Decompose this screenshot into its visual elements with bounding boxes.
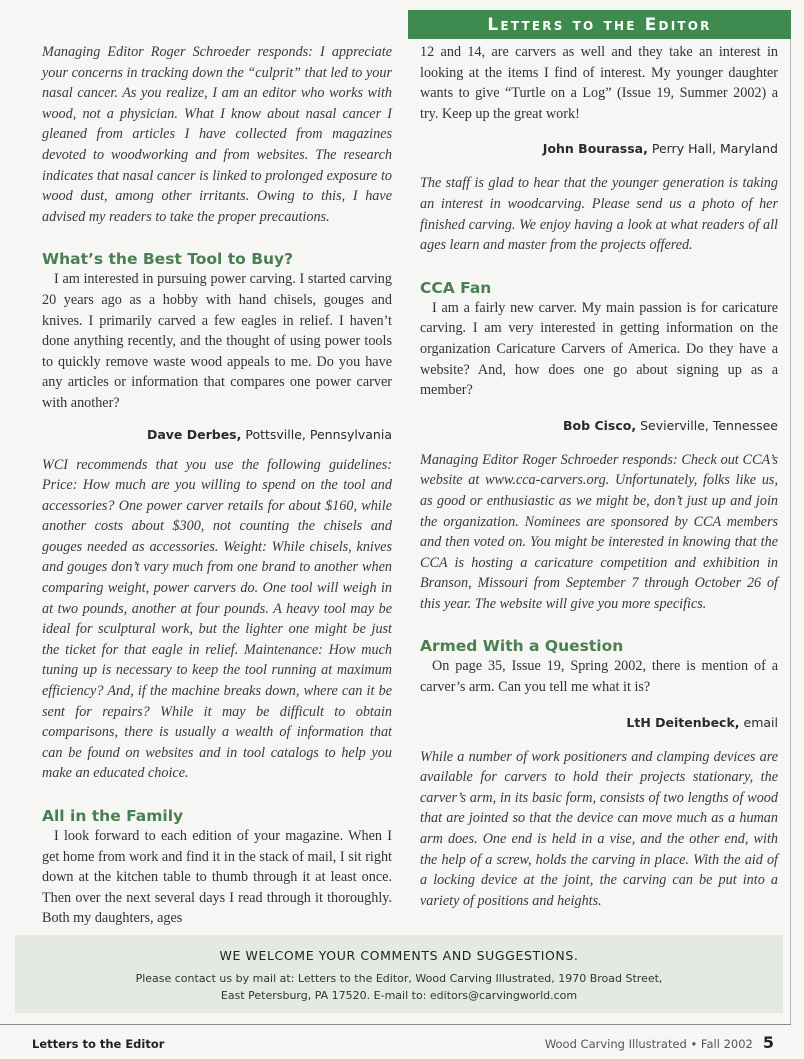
letter-body: I am a fairly new carver. My main passion is for caricature carving. I am very interested in getting information on the organization Caricature Carvers of America. Do they have a website? And, how does one go about signing up as a member?: [420, 299, 778, 399]
contact-text: [15, 970, 783, 1004]
letter-heading: All in the Family: [42, 807, 184, 825]
column-rule: [790, 39, 791, 1025]
letter-body: I look forward to each edition of your magazine. When I get home from work and find it in the stack of mail, I sit right down at the kitchen table to thumb through it at least once. Then over the next several days I read through it thoroughly. Both my daughters, ages: [42, 828, 392, 927]
footer-divider: [0, 1024, 791, 1025]
editor-reply: While a number of work positioners and clamping devices are available for carvers to hold their projects stationary, the carver’s arm, in its basic form, consists of two lengths of wood that are jointed so that the device can move much as a human arm does. One end is held in a vise, and the other end, with the help of a screw, holds the carving in place. With the aid of a locking device at the joint, the carving can be put into a variety of positions and heights.: [420, 748, 778, 909]
right-column: [420, 42, 778, 911]
letter-all-in-family: [42, 806, 392, 929]
letter-armed-question: [420, 636, 778, 911]
left-column: [42, 42, 392, 929]
letter-signature: [42, 427, 392, 442]
signature-location: email: [743, 714, 778, 730]
signature-location: Sevierville, Tennessee: [640, 417, 778, 433]
signature-name: John Bourassa,: [542, 141, 648, 157]
letter-all-in-family-continued: [420, 42, 778, 256]
letter-heading: CCA Fan: [420, 278, 492, 297]
letter-body: On page 35, Issue 19, Spring 2002, there is mention of a carver’s arm. Can you tell me what it is?: [420, 658, 778, 696]
signature-name: Bob Cisco,: [563, 417, 637, 433]
letter-signature: [420, 418, 778, 433]
editor-reply: WCI recommends that you use the following guidelines: Price: How much are you willing to spend on the tool and accessories? One power carver retails for about $160, while another costs about $300, not counting the chisels and gouges needed as accessories. Weight: While chisels, knives and gouges don’t vary much from one brand to another when comparing weight, power carvers do. One tool will weigh in at two pounds, another at four pounds. A heavy tool may be ideal for sculptural work, but the lighter one might be just the ticket for that eagle in relief. Maintenance: How much tuning up is necessary to keep the tool running at maximum efficiency? And, if the machine breaks down, where can it be sent for repairs? While it may be difficult to obtain comparisons, there is usually a wealth of information that can be found on websites and in tool catalogs to help you make an educated choice.: [42, 456, 392, 782]
signature-name: Dave Derbes,: [146, 426, 242, 442]
section-banner-title: Letters to the Editor: [487, 14, 712, 35]
editor-reply: Managing Editor Roger Schroeder responds: Check out CCA’s website at www.cca-carvers.org. Unfortunately, folks like us, as good or enthusiastic as we might be, don’t just up and join the organization. Nominees are sponsored by CCA members and then voted on. You might be interested in knowing that the CCA is hosting a caricature competition and exhibition in Branson, Missouri from September 7 through October 26 of this year. The website will give you more specifics.: [420, 451, 778, 612]
folio-magazine-issue: Wood Carving Illustrated • Fall 2002: [544, 1037, 753, 1051]
letter-body: I am interested in pursuing power carving. I started carving 20 years ago as a hobby with hand chisels, gouges and knives. I primarily carved a few eagles in relief. I haven’t done anything recently, and the thought of using power tools to quickly remove waste wood appeals to me. Do you have any articles or information that compares one power carver with another?: [42, 271, 392, 411]
contact-email-line: East Petersburg, PA 17520. E-mail to: editors@carvingworld.com: [220, 989, 578, 1002]
signature-location: Perry Hall, Maryland: [651, 141, 778, 157]
letter-best-tool: [42, 249, 392, 784]
editor-reply: Managing Editor Roger Schroeder responds: I appreciate your concerns in tracking down the “culprit” that led to your nasal cancer. As you realize, I am an editor who works with wood, not a physician. What I know about nasal cancer I gleaned from articles I have collected from magazines devoted to woodworking and from websites. The research indicates that nasal cancer is linked to prolonged exposure to wood dust, among other irritants. Owing to this, I have advised my readers to take the proper precautions.: [42, 44, 392, 225]
folio: [545, 1033, 774, 1052]
letter-signature: [420, 141, 778, 156]
editor-reply: The staff is glad to hear that the younger generation is taking an interest in woodcarving. Please send us a photo of her finished carving. We enjoy having a look at what readers of all ages learn and master from the projects offered.: [420, 175, 778, 254]
signature-name: LtH Deitenbeck,: [626, 714, 740, 730]
folio-section-name: Letters to the Editor: [32, 1037, 165, 1051]
letter-cca-fan: [420, 278, 778, 615]
section-banner: [408, 10, 791, 39]
contact-address-line: Please contact us by mail at: Letters to the Editor, Wood Carving Illustrated, 1970 Broad Street,: [135, 972, 663, 985]
page-number: 5: [762, 1033, 774, 1052]
contact-info-box: [15, 935, 783, 1013]
signature-location: Pottsville, Pennsylvania: [245, 426, 392, 442]
welcome-heading: WE WELCOME YOUR COMMENTS AND SUGGESTIONS.: [219, 948, 579, 963]
letter-signature: [420, 715, 778, 730]
letter-heading: Armed With a Question: [420, 637, 624, 656]
letter-heading: What’s the Best Tool to Buy?: [42, 250, 294, 269]
letter-body-continued: 12 and 14, are carvers as well and they take an interest in looking at the items I find of interest. My younger daughter wants to give “Turtle on a Log” (Issue 19, Summer 2002) a try. Keep up the great work!: [420, 44, 778, 122]
